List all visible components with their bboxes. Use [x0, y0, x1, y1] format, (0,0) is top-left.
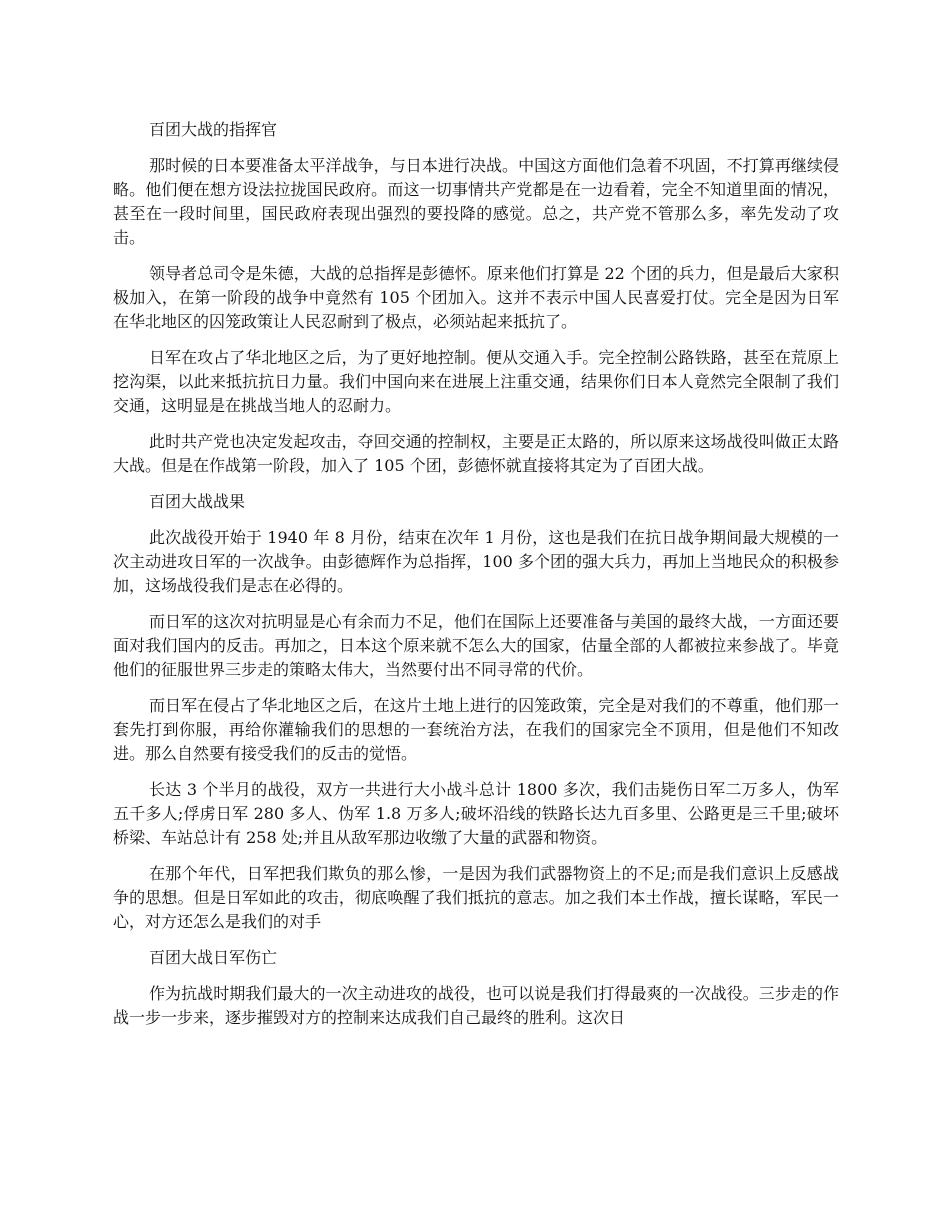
section-heading-casualties: 百团大战日军伤亡 — [149, 948, 278, 967]
paragraph: 作为抗战时期我们最大的一次主动进攻的战役，也可以说是我们打得最爽的一次战役。三步走的作战一步一步来，逐步摧毁对方的控制来达成我们自己最终的胜利。这次日 — [113, 984, 839, 1027]
paragraph: 那时候的日本要准备太平洋战争，与日本进行决战。中国这方面他们急着不巩固，不打算再继续侵略。他们便在想方设法拉拢国民政府。而这一切事情共产党都是在一边看着，完全不知道里面的情况，甚至在一段时间里，国民政府表现出强烈的要投降的感觉。总之，共产党不管那么多，率先发动了攻击。 — [113, 156, 839, 247]
paragraph: 而日军的这次对抗明显是心有余而力不足，他们在国际上还要准备与美国的最终大战，一方面还要面对我们国内的反击。再加之，日本这个原来就不怎么大的国家，估量全部的人都被拉来参战了。毕竟他们的征服世界三步走的策略太伟大，当然要付出不同寻常的代价。 — [113, 612, 839, 679]
paragraph: 在那个年代，日军把我们欺负的那么惨，一是因为我们武器物资上的不足;而是我们意识上反感战争的思想。但是日军如此的攻击，彻底唤醒了我们抵抗的意志。加之我们本土作战，擅长谋略，军民一心，对方还怎么是我们的对手 — [113, 864, 839, 931]
paragraph: 领导者总司令是朱德，大战的总指挥是彭德怀。原来他们打算是 22 个团的兵力，但是最后大家积极加入，在第一阶段的战争中竟然有 105 个团加入。这并不表示中国人民喜爱打仗。完全是因为日军在华北地区的囚笼政策让人民忍耐到了极点，必须站起来抵抗了。 — [113, 264, 839, 331]
paragraph: 长达 3 个半月的战役，双方一共进行大小战斗总计 1800 多次，我们击毙伤日军二万多人，伪军五千多人;俘虏日军 280 多人、伪军 1.8 万多人;破坏沿线的铁路长达九百多里、公路更是三千里;破坏桥梁、车站总计有 258 处;并且从敌军那边收缴了大量的武器和物资。 — [113, 780, 839, 847]
paragraph: 日军在攻占了华北地区之后，为了更好地控制。便从交通入手。完全控制公路铁路，甚至在荒原上挖沟渠，以此来抵抗抗日力量。我们中国向来在进展上注重交通，结果你们日本人竟然完全限制了我们交通，这明显是在挑战当地人的忍耐力。 — [113, 348, 839, 415]
paragraph: 而日军在侵占了华北地区之后，在这片土地上进行的囚笼政策，完全是对我们的不尊重，他们那一套先打到你服，再给你灌输我们的思想的一套统治方法，在我们的国家完全不顶用，但是他们不知改进。那么自然要有接受我们的反击的觉悟。 — [113, 696, 839, 763]
paragraph: 此时共产党也决定发起攻击，夺回交通的控制权，主要是正太路的，所以原来这场战役叫做正太路大战。但是在作战第一阶段，加入了 105 个团，彭德怀就直接将其定为了百团大战。 — [113, 432, 839, 475]
section-heading-results: 百团大战战果 — [149, 492, 246, 511]
document-page — [113, 118, 839, 1042]
section-heading-commanders: 百团大战的指挥官 — [149, 120, 278, 139]
paragraph: 此次战役开始于 1940 年 8 月份，结束在次年 1 月份，这也是我们在抗日战争期间最大规模的一次主动进攻日军的一次战争。由彭德辉作为总指挥，100 多个团的强大兵力，再加上当地民众的积极参加，这场战役我们是志在必得的。 — [113, 528, 839, 595]
